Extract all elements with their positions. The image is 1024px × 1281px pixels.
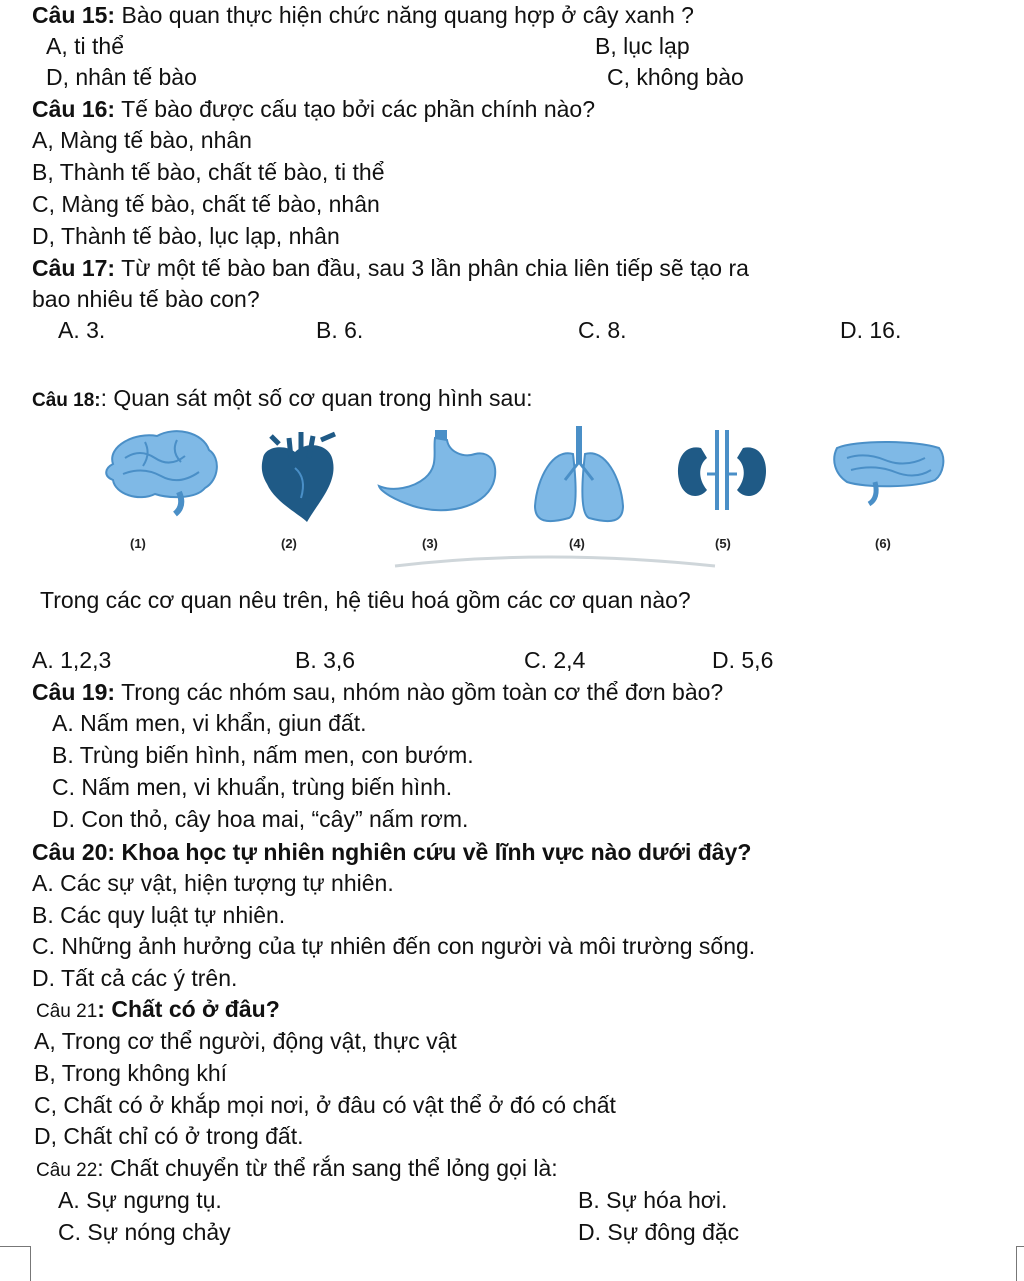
q22-option-c: C. Sự nóng chảy [58, 1219, 231, 1245]
q19-option-a: A. Nấm men, vi khẩn, giun đất. [52, 710, 367, 736]
q16-option-b: B, Thành tế bào, chất tế bào, ti thể [32, 159, 385, 185]
page-corner-right [1016, 1246, 1024, 1281]
question-18: Câu 18:: Quan sát một số cơ quan trong hình sau: [32, 385, 533, 411]
q21-option-d: D, Chất chỉ có ở trong đất. [34, 1123, 304, 1149]
question-19: Câu 19: Trong các nhóm sau, nhóm nào gồm toàn cơ thể đơn bào? [32, 679, 724, 705]
fig-label-6: (6) [875, 536, 891, 551]
q18-option-b: B. 3,6 [295, 647, 356, 673]
fig-label-1: (1) [130, 536, 146, 551]
q21-option-a: A, Trong cơ thể người, động vật, thực vật [34, 1028, 457, 1054]
q16-option-a: A, Màng tế bào, nhân [32, 127, 252, 153]
q18-option-c: C. 2,4 [524, 647, 586, 673]
organ-figure [95, 418, 955, 568]
fig-label-3: (3) [422, 536, 438, 551]
question-20: Câu 20: Khoa học tự nhiên nghiên cứu về lĩnh vực nào dưới đây? [32, 839, 752, 865]
stomach-icon [379, 430, 495, 510]
q18-option-d: D. 5,6 [712, 647, 774, 673]
question-22: Câu 22: Chất chuyển từ thể rắn sang thể lỏng gọi là: [36, 1155, 558, 1181]
q20-option-b: B. Các quy luật tự nhiên. [32, 902, 286, 928]
heart-icon [262, 432, 335, 522]
question-18-prompt: Trong các cơ quan nêu trên, hệ tiêu hoá gồm các cơ quan nào? [40, 587, 691, 613]
lungs-icon [535, 426, 623, 521]
q19-option-b: B. Trùng biến hình, nấm men, con bướm. [52, 742, 474, 768]
fig-label-2: (2) [281, 536, 297, 551]
q16-option-d: D, Thành tế bào, lục lạp, nhân [32, 223, 340, 249]
q17-option-d: D. 16. [840, 317, 902, 343]
brain-icon [106, 431, 217, 514]
q20-option-c: C. Những ảnh hưởng của tự nhiên đến con người và môi trường sống. [32, 933, 756, 959]
q22-option-a: A. Sự ngưng tụ. [58, 1187, 222, 1213]
q15-option-d: D, nhân tế bào [46, 64, 197, 90]
q22-option-d: D. Sự đông đặc [578, 1219, 740, 1245]
q21-option-b: B, Trong không khí [34, 1060, 228, 1086]
q17-option-c: C. 8. [578, 317, 627, 343]
q21-option-c: C, Chất có ở khắp mọi nơi, ở đâu có vật thể ở đó có chất [34, 1092, 616, 1118]
q15-option-a: A, ti thể [46, 33, 124, 59]
fig-label-4: (4) [569, 536, 585, 551]
q18-option-a: A. 1,2,3 [32, 647, 112, 673]
q17-option-b: B. 6. [316, 317, 364, 343]
question-21: Câu 21: Chất có ở đâu? [36, 996, 280, 1022]
fig-label-5: (5) [715, 536, 731, 551]
q16-option-c: C, Màng tế bào, chất tế bào, nhân [32, 191, 380, 217]
intestines-icon [834, 442, 943, 504]
q20-option-a: A. Các sự vật, hiện tượng tự nhiên. [32, 870, 394, 896]
kidneys-icon [678, 430, 766, 510]
q19-option-c: C. Nấm men, vi khuẩn, trùng biến hình. [52, 774, 453, 800]
q15-option-c: C, không bào [607, 64, 744, 90]
q22-option-b: B. Sự hóa hơi. [578, 1187, 728, 1213]
question-15: Câu 15: Bào quan thực hiện chức năng quang hợp ở cây xanh ? [32, 2, 694, 28]
q15-option-b: B, lục lạp [595, 33, 690, 59]
question-17: Câu 17: Từ một tế bào ban đầu, sau 3 lần phân chia liên tiếp sẽ tạo ra [32, 255, 749, 281]
organ-illustrations [95, 418, 955, 568]
page-corner-left [0, 1246, 31, 1281]
question-17-cont: bao nhiêu tế bào con? [32, 286, 260, 312]
question-16: Câu 16: Tế bào được cấu tạo bởi các phần chính nào? [32, 96, 595, 122]
q20-option-d: D. Tất cả các ý trên. [32, 965, 238, 991]
q17-option-a: A. 3. [58, 317, 106, 343]
q19-option-d: D. Con thỏ, cây hoa mai, “cây” nấm rơm. [52, 806, 469, 832]
